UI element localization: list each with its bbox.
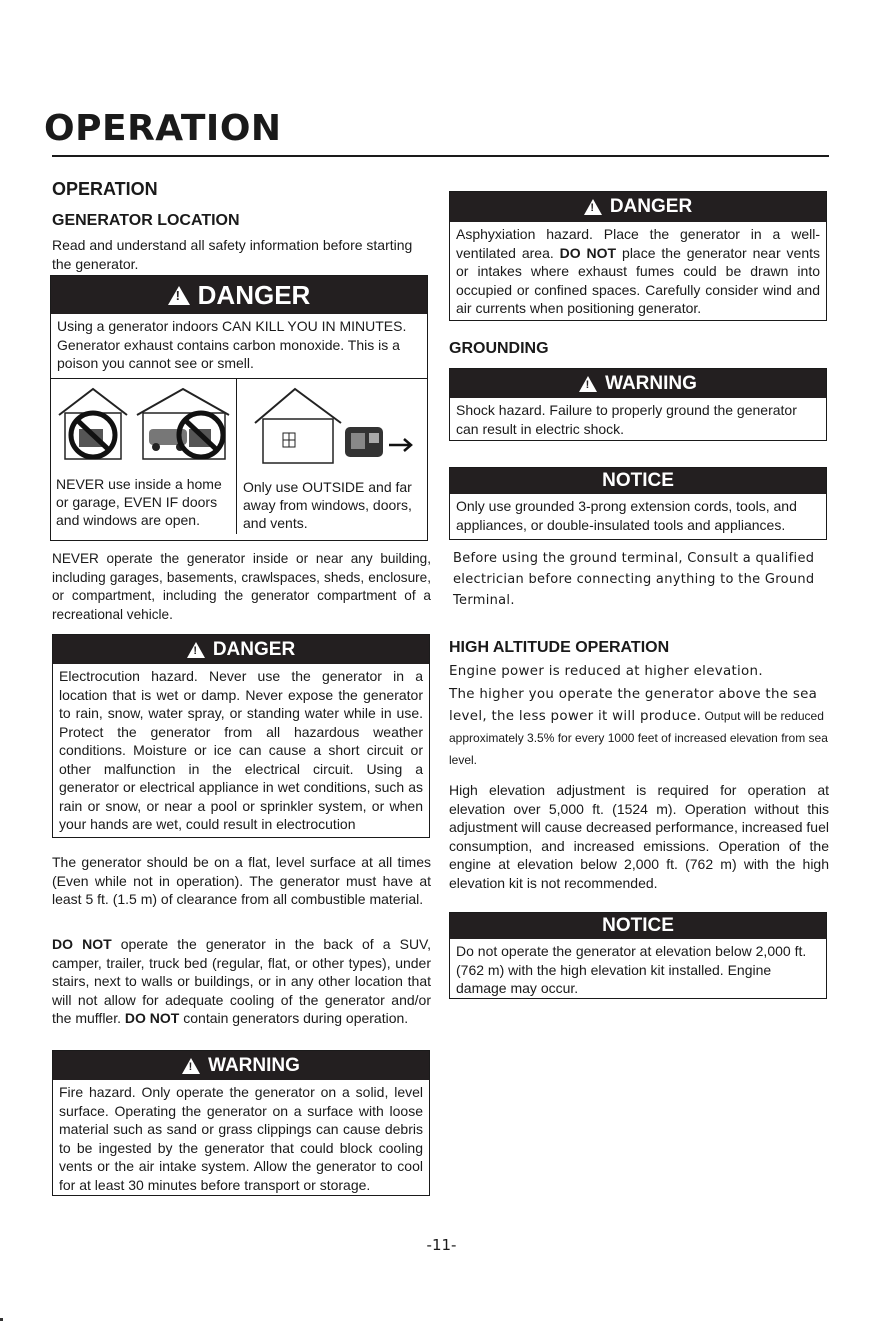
title-divider — [52, 155, 829, 157]
warning-header — [450, 369, 826, 398]
high-altitude-heading: HIGH ALTITUDE OPERATION — [449, 639, 670, 656]
paragraph-never-operate: NEVER operate the generator inside or near any building, including garages, basements, crawlspaces, sheds, enclosure, or compartment, including the generator compartment of a recreational vehicle. — [52, 551, 431, 622]
paragraph-elevation-adjustment: High elevation adjustment is required for operation at elevation over 5,000 ft. (1524 m). Operation without this adjustment will cause decreased performance, increased fuel consumption, and increased emissions. Operation of the engine at elevation below 2,000 ft. (762 m) with the high elevation kit is not recommended. — [449, 782, 829, 891]
warning-triangle-icon — [187, 642, 205, 658]
corner-mark — [0, 1318, 3, 1321]
altitude-paragraph: The higher you operate the generator above the sea level, the less power it will produce. Output will be reduced approximately 3.5% for every 1000 feet of increased elevation from sea level. — [449, 687, 828, 767]
no-house-icon — [55, 385, 235, 467]
danger-label: DANGER — [212, 638, 296, 660]
section-heading: OPERATION — [52, 179, 158, 199]
do-not-emphasis: DO NOT — [124, 1010, 180, 1026]
do-not-emphasis: DO NOT — [559, 244, 617, 261]
do-not-emphasis: DO NOT — [52, 936, 112, 952]
notice-box-grounded — [449, 467, 827, 540]
altitude-line-1: Engine power is reduced at higher elevation. — [449, 664, 763, 679]
danger-label: DANGER — [197, 279, 311, 310]
danger-header — [53, 635, 429, 664]
notice-box-elevation — [449, 912, 827, 999]
illustration-outside — [237, 379, 427, 534]
warning-text: Fire hazard. Only operate the generator on a solid, level surface. Operating the generator on a surface with loose material such as sand or grass clippings can cause debris to be ingested by the generator that could block cooling vents or the air intake system. Allow the generator to cool for at least 30 minutes before transport or storage. — [59, 1084, 423, 1193]
danger-header — [51, 276, 427, 314]
paragraph-ground-terminal: Before using the ground terminal, Consult a qualified electrician before connecting anything to the Ground Terminal. — [453, 551, 815, 608]
warning-triangle-icon — [579, 376, 597, 392]
warning-triangle-icon — [182, 1058, 200, 1074]
warning-triangle-icon — [584, 199, 602, 215]
danger-header — [450, 192, 826, 222]
caption-outside: Only use OUTSIDE and far away from windows, doors, and vents. — [243, 479, 412, 531]
danger-box-electrocution — [52, 634, 430, 838]
warning-triangle-icon — [168, 286, 190, 305]
warning-box-shock — [449, 368, 827, 441]
warning-box-fire — [52, 1050, 430, 1196]
house-icon — [245, 385, 425, 465]
grounding-heading: GROUNDING — [449, 340, 549, 357]
generator-location-heading: GENERATOR LOCATION — [52, 212, 240, 229]
caption-never-indoors: NEVER use inside a home or garage, EVEN IF doors and windows are open. — [56, 476, 222, 528]
notice-header: NOTICE — [450, 913, 826, 939]
danger-box-asphyxiation — [449, 191, 827, 321]
paragraph-flat-surface: The generator should be on a flat, level surface at all times (Even while not in operation). The generator must have at least 5 ft. (1.5 m) of clearance from all combustible material. — [52, 854, 431, 907]
warning-text: Shock hazard. Failure to properly ground the generator can result in electric shock. — [456, 402, 797, 437]
intro-paragraph: Read and understand all safety information before starting the generator. — [52, 237, 413, 272]
generator-icon — [345, 427, 383, 457]
notice-text: Do not operate the generator at elevation below 2,000 ft. (762 m) with the high elevation kit installed. Engine damage may occur. — [456, 943, 807, 996]
warning-label: WARNING — [208, 1054, 300, 1076]
illustration-row — [51, 378, 427, 534]
page-number: -11- — [426, 1236, 457, 1254]
notice-text: Only use grounded 3-prong extension cords, tools, and appliances, or double-insulated tools and appliances. — [456, 498, 797, 533]
warning-label: WARNING — [605, 372, 697, 394]
page-title: OPERATION — [44, 108, 282, 149]
danger-label: DANGER — [609, 196, 693, 217]
danger-text: Electrocution hazard. Never use the generator in a location that is wet or damp. Never expose the generator to rain, snow, water spray, or standing water while in use. Protect the generator from all hazardous weather conditions. Moisture or ice can cause a short circuit or other malfunction in the electrical circuit. Using a generator or electrical appliance in wet conditions, such as rain or snow, or near a pool or sprinkler system, or when your hands are wet, could result in electrocution — [59, 668, 423, 832]
danger-text: Using a generator indoors CAN KILL YOU IN MINUTES. Generator exhaust contains carbon monoxide. This is a poison you cannot see or smell. — [57, 318, 407, 371]
notice-header: NOTICE — [450, 468, 826, 494]
warning-header — [53, 1051, 429, 1080]
danger-box-indoor — [50, 275, 428, 541]
illustration-never-indoors — [51, 379, 237, 534]
paragraph-do-not-operate: DO NOT operate the generator in the back of a SUV, camper, trailer, truck bed (regular, flat, or other types), under stairs, next to walls or buildings, or in any other location that will not allow for adequate cooling of the generator and/or the muffler. DO NOT contain generators during operation. — [52, 936, 431, 1026]
danger-text: Asphyxiation hazard. Place the generator in a well-ventilated area. DO NOT place the generator near vents or intakes where exhaust fumes could be drawn into occupied or confined spaces. Carefully consider wind and air currents when positioning generator. — [456, 226, 820, 316]
arrow-right-icon — [389, 439, 411, 451]
